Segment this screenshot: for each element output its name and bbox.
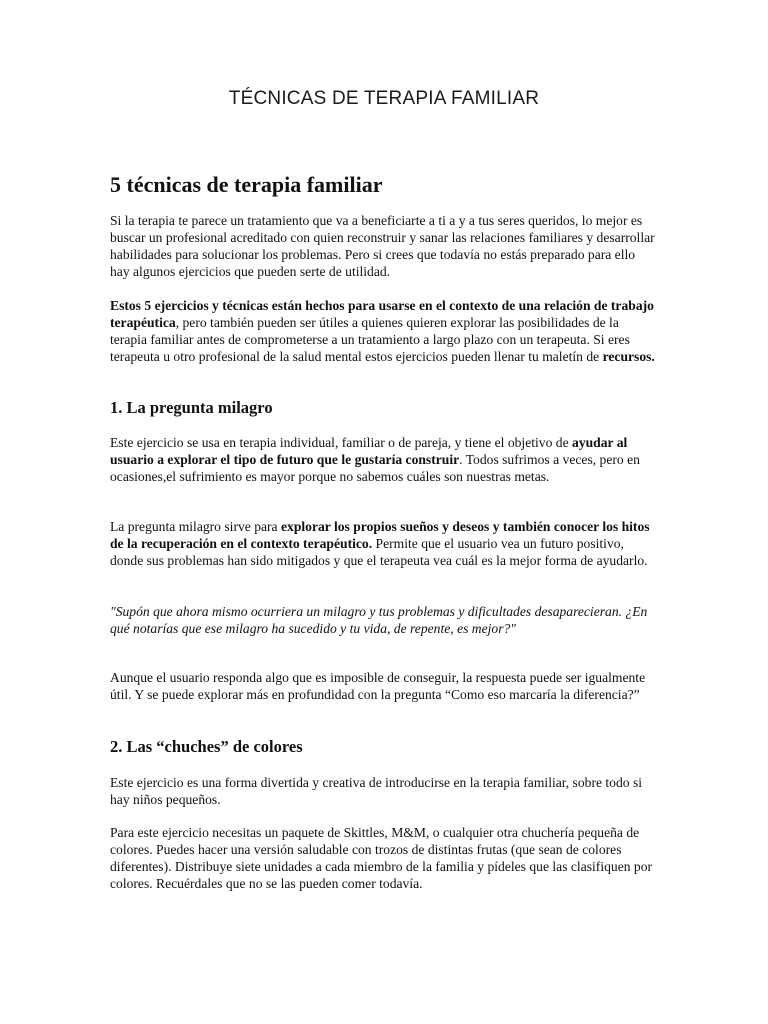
- context-text-1: , pero también pueden ser útiles a quienes quieren explorar las posibilidades de la terapia familiar antes de comprometerse a un tratamiento a largo plazo con un terapeuta. Si eres terapeuta u otro profesional de la salud mental estos ejercicios pueden llenar tu maletín de: [110, 315, 630, 364]
- section-1-quote: [110, 603, 658, 637]
- s1p2-text-1: La pregunta milagro sirve para: [110, 519, 281, 534]
- s1p1-text-1: Este ejercicio se usa en terapia individual, familiar o de pareja, y tiene el objetivo de: [110, 435, 573, 450]
- section-1-paragraph-3: Aunque el usuario responda algo que es imposible de conseguir, la respuesta puede ser igualmente útil. Y se puede explorar más en profundidad con la pregunta “Como eso marcaría la diferencia?”: [110, 670, 646, 702]
- context-bold-1: Estos 5 ejercicios y técnicas están hechos para usarse en el contexto de una relación de trabajo terapéutica: [110, 298, 654, 330]
- s1p1-text-2: . Todos sufrimos a veces, pero en ocasiones,el sufrimiento es mayor porque no sabemos cuáles son nuestras metas.: [110, 452, 640, 484]
- main-heading: 5 técnicas de terapia familiar: [110, 172, 383, 197]
- section-1-paragraph-2: [110, 518, 658, 569]
- context-paragraph: [110, 297, 658, 365]
- s1p2-bold-1: explorar los propios sueños y deseos y también conocer los hitos de la recuperación en el contexto terapéutico.: [110, 519, 650, 551]
- s1p1-bold-1: ayudar al usuario a explorar el tipo de futuro que le gustaría construir: [110, 435, 628, 467]
- context-bold-2: recursos.: [602, 349, 655, 364]
- section-1-heading: 1. La pregunta milagro: [110, 398, 273, 417]
- intro-paragraph: Si la terapia te parece un tratamiento que va a beneficiarte a ti a y a tus seres queridos, lo mejor es buscar un profesional acreditado con quien reconstruir y sanar las relaciones familiares y desarrollar habilidades para solucionar los problemas. Pero si crees que todavía no estás preparado para ello hay algunos ejercicios que pueden serte de utilidad.: [110, 213, 655, 279]
- section-1-paragraph-1: [110, 434, 658, 485]
- section-2-paragraph-1: Este ejercicio es una forma divertida y creativa de introducirse en la terapia familiar, sobre todo si hay niños pequeños.: [110, 775, 643, 807]
- quote-text: "Supón que ahora mismo ocurriera un milagro y tus problemas y dificultades desaparecieran. ¿En qué notarías que ese milagro ha sucedido y tu vida, de repente, es mejor?": [110, 604, 648, 636]
- section-2-heading: 2. Las “chuches” de colores: [110, 737, 303, 756]
- s1p2-text-2: Permite que el usuario vea un futuro positivo, donde sus problemas han sido mitigados y que el terapeuta vea cuál es la mejor forma de ayudarlo.: [110, 536, 648, 568]
- section-2-paragraph-2: Para este ejercicio necesitas un paquete de Skittles, M&M, o cualquier otra chuchería pequeña de colores. Puedes hacer una versión saludable con trozos de distintas frutas (que sean de colores diferentes). Distribuye siete unidades a cada miembro de la familia y pídeles que las clasifiquen por colores. Recuérdales que no se las pueden comer todavía.: [110, 825, 653, 891]
- document-title: TÉCNICAS DE TERAPIA FAMILIAR: [228, 88, 540, 109]
